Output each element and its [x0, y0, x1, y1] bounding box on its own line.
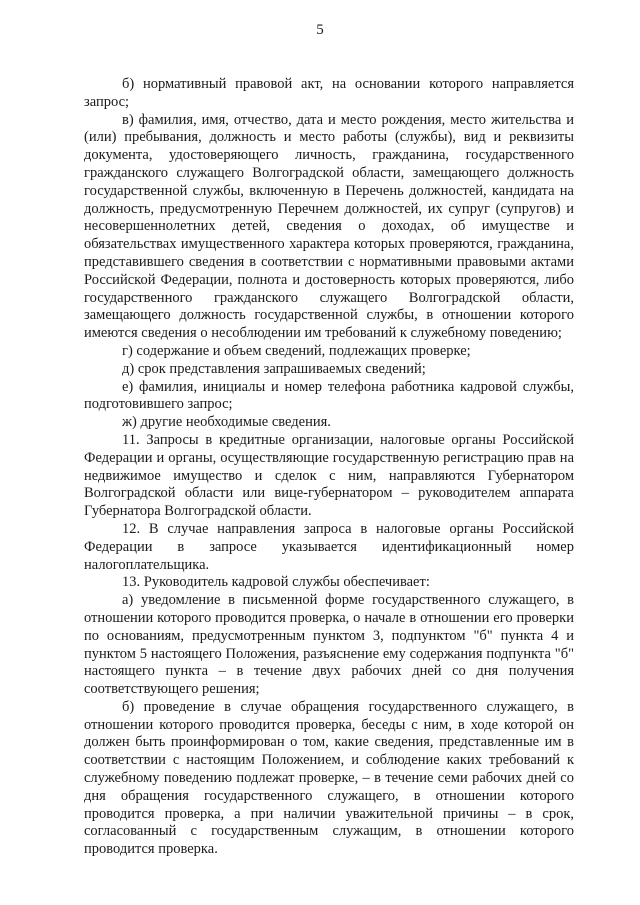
page-number: 5 — [316, 22, 324, 38]
paragraph-v-personal-data: в) фамилия, имя, отчество, дата и место рождения, место жительства и (или) пребывания, должность и место работы (службы), вид и реквизиты документа, удостоверяющего личность, гражданина, государственного гражданского служащего Волгоградской области, замещающего должность государственной службы, включенную в Перечень должностей, кандидата на должность, предусмотренную Перечнем должностей, их супруг (супругов) и несовершеннолетних детей, сведения о доходах, об имуществе и обязательствах имущественного характера которых проверяются, гражданина, представившего сведения в соответствии с нормативными правовыми актами Российской Федерации, полнота и достоверность которых проверяются, либо государственного гражданского служащего Волгоградской области, замещающего должность государственной службы, в отношении которого имеются сведения о несоблюдении им требований к служебному поведению; — [84, 111, 574, 342]
paragraph-g-content: г) содержание и объем сведений, подлежащих проверке; — [122, 342, 471, 359]
paragraph-13-hr-head: 13. Руководитель кадровой службы обеспечивает: — [122, 574, 430, 591]
paragraph-13a-notice: а) уведомление в письменной форме государственного служащего, в отношении которого проводится проверка, о начале в отношении его проверки по основаниям, предусмотренным пунктом 3, подпунктом "б" пункта 4 и пунктом 5 настоящего Положения, разъяснение ему содержания подпункта "б" настоящего пункта – в течение двух рабочих дней со дня получения соответствующего решения; — [84, 592, 574, 698]
paragraph-d-deadline: д) срок представления запрашиваемых сведений; — [122, 360, 426, 377]
paragraph-13b-interview: б) проведение в случае обращения государственного служащего, в отношении которого проводится проверка, беседы с ним, в ходе которой он должен быть проинформирован о том, какие сведения, представленные им в соответствии с настоящим Положением, и соблюдение каких требований к служебному поведению подлежат проверке, – в течение семи рабочих дней со дня обращения государственного служащего, в отношении которого проводится проверка, а при наличии уважительной причины – в срок, согласованный с государственным служащим, в отношении которого проводится проверка. — [84, 698, 574, 858]
paragraph-12-tax: 12. В случае направления запроса в налоговые органы Российской Федерации в запросе указывается идентификационный номер налогоплательщика. — [84, 520, 574, 573]
paragraph-zh-other: ж) другие необходимые сведения. — [122, 414, 331, 431]
paragraph-b-legal-act: б) нормативный правовой акт, на основании которого направляется запрос; — [84, 76, 574, 110]
paragraph-e-officer: е) фамилия, инициалы и номер телефона работника кадровой службы, подготовившего запрос; — [84, 378, 574, 413]
paragraph-11-requests: 11. Запросы в кредитные организации, налоговые органы Российской Федерации и органы, осуществляющие государственную регистрацию прав на недвижимое имущество и сделок с ним, направляются Губернатором Волгоградской области или вице-губернатором – руководителем аппарата Губернатора Волгоградской области. — [84, 431, 574, 520]
document-body — [84, 76, 574, 859]
